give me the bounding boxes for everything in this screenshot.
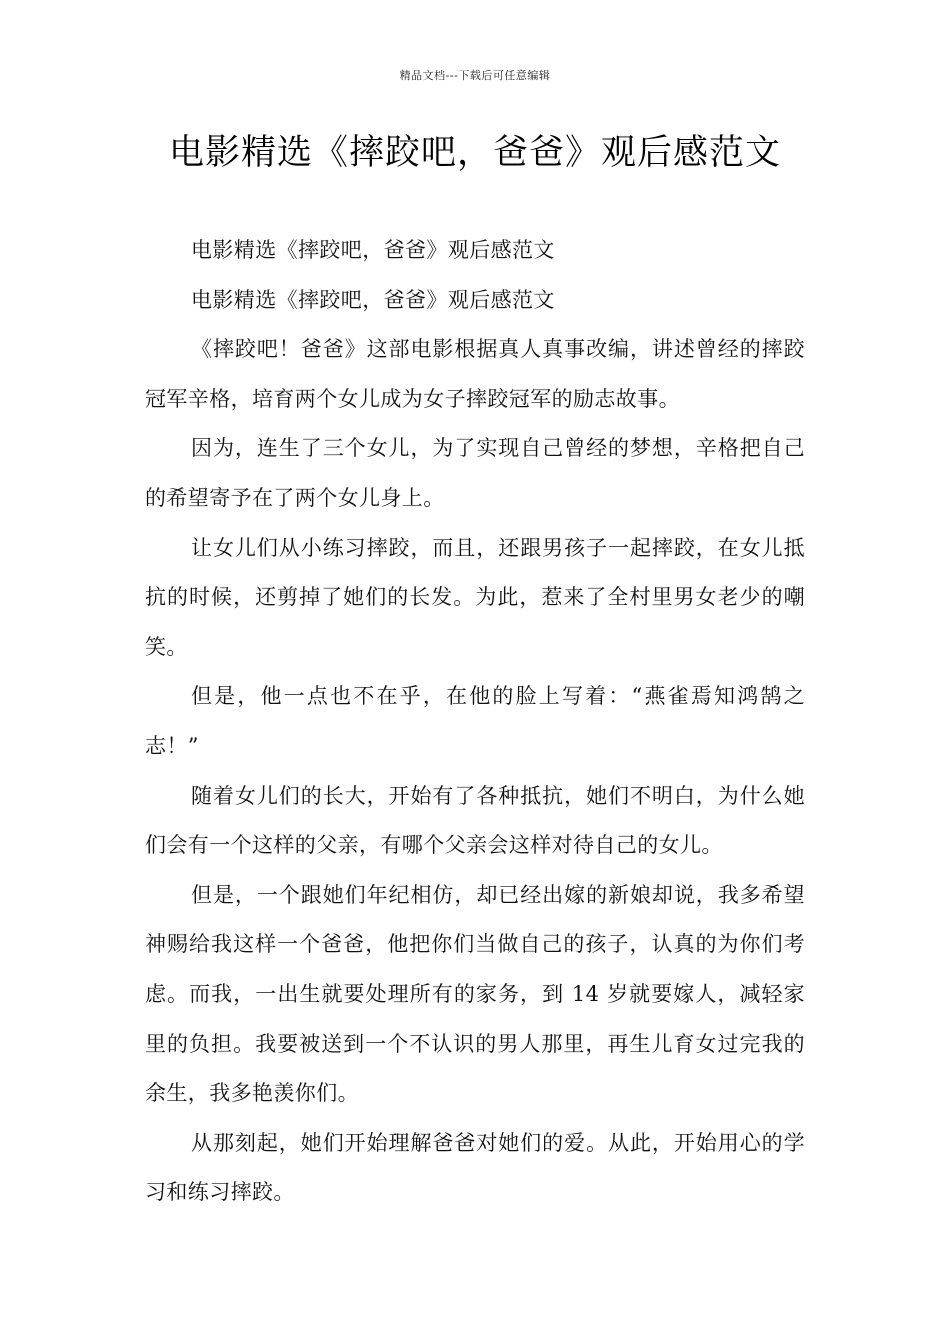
paragraph: 电影精选《摔跤吧，爸爸》观后感范文 xyxy=(191,287,555,312)
document-title: 电影精选《摔跤吧，爸爸》观后感范文 xyxy=(168,133,781,173)
paragraph: 因为，连生了三个女儿，为了实现自己曾经的梦想，辛格把自己的希望寄予在了两个女儿身上。 xyxy=(145,436,805,510)
document-body xyxy=(145,226,805,1218)
paragraph: 让女儿们从小练习摔跤，而且，还跟男孩子一起摔跤，在女儿抵抗的时候，还剪掉了她们的长发。为此，惹来了全村里男女老少的嘲笑。 xyxy=(145,535,805,659)
paragraph: 电影精选《摔跤吧，爸爸》观后感范文 xyxy=(191,238,555,262)
paragraph: 从那刻起，她们开始理解爸爸对她们的爱。从此，开始用心的学习和练习摔跤。 xyxy=(145,1130,805,1205)
paragraph: 随着女儿们的长大，开始有了各种抵抗，她们不明白，为什么她们会有一个这样的父亲，有哪个父亲会这样对待自己的女儿。 xyxy=(145,783,805,858)
paragraph: 《摔跤吧！爸爸》这部电影根据真人真事改编，讲述曾经的摔跤冠军辛格，培育两个女儿成为女子摔跤冠军的励志故事。 xyxy=(145,337,805,411)
header-note: 精品文档---下载后可任意编辑 xyxy=(399,69,551,82)
paragraph: 但是，一个跟她们年纪相仿，却已经出嫁的新娘却说，我多希望神赐给我这样一个爸爸，他把你们当做自己的孩子，认真的为你们考虑。而我，一出生就要处理所有的家务，到 14 岁就要嫁人，减轻家里的负担。我要被送到一个不认识的男人那里，再生儿育女过完我的余生，我多艳羡你们。 xyxy=(145,882,805,1106)
paragraph: 但是，他一点也不在乎，在他的脸上写着：“燕雀焉知鸿鹄之志！” xyxy=(145,684,805,758)
